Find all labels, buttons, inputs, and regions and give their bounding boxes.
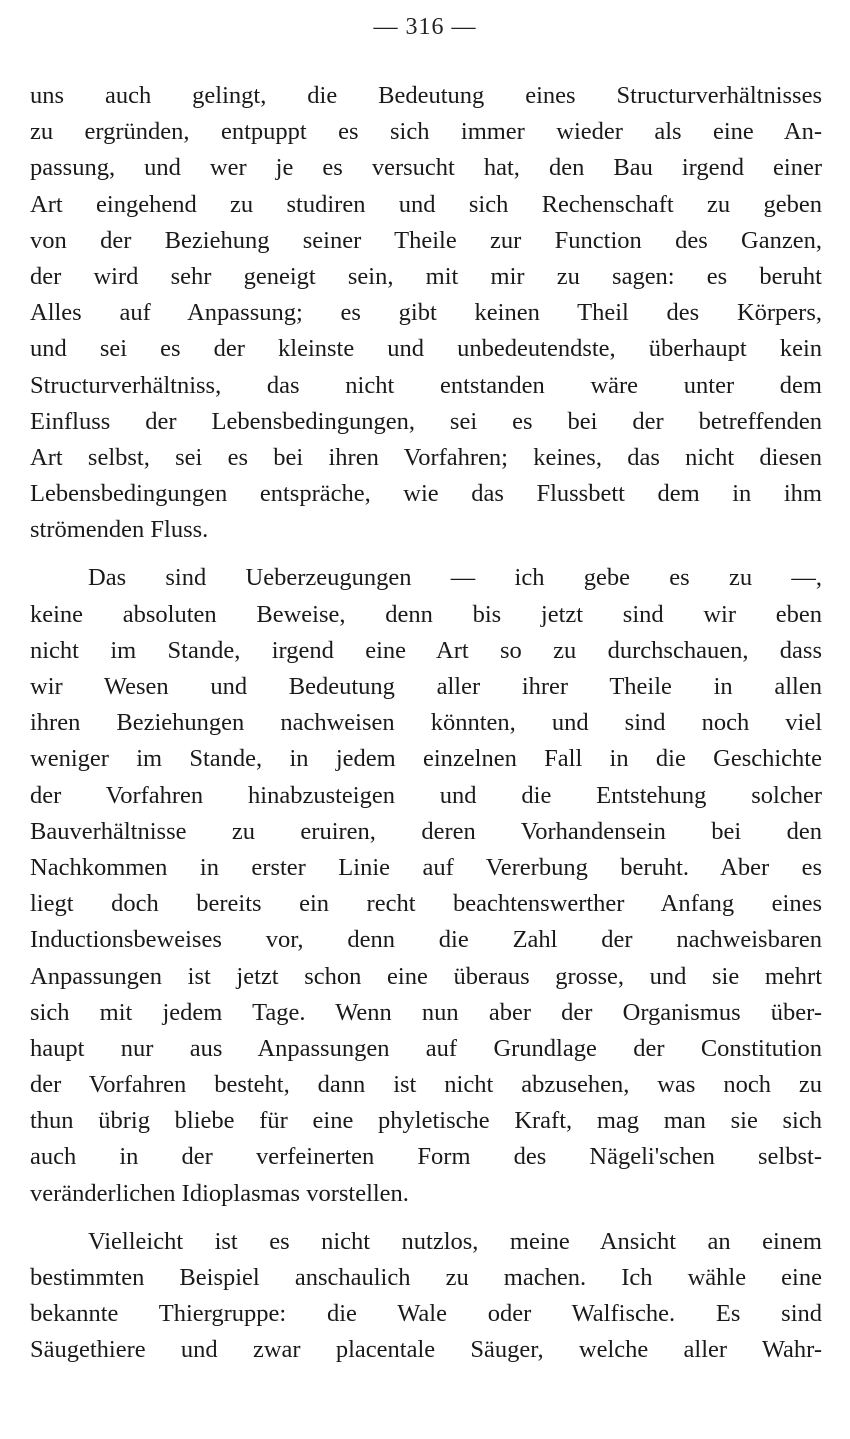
text-line: wir Wesen und Bedeutung aller ihrer Theile in allen — [30, 673, 822, 700]
text-line: Inductionsbeweises vor, denn die Zahl der nachweisbaren — [30, 926, 822, 954]
text-line: der wird sehr geneigt sein, mit mir zu sagen: es beruht — [30, 262, 822, 290]
paragraph-gap — [30, 1212, 822, 1224]
text-line: Lebensbedingungen entspräche, wie das Flussbett dem in ihm — [30, 480, 822, 508]
text-line: Vielleicht ist es nicht nutzlos, meine Ansicht an einem — [88, 1227, 822, 1255]
text-line: der Vorfahren hinabzusteigen und die Entstehung solcher — [30, 781, 822, 809]
text-line: Einfluss der Lebensbedingungen, sei es bei der betreffenden — [30, 407, 822, 435]
text-line: liegt doch bereits ein recht beachtenswerther Anfang eines — [30, 890, 822, 918]
paragraph-2 — [30, 560, 822, 1211]
text-line: zu ergründen, entpuppt es sich immer wieder als eine An- — [30, 118, 822, 146]
text-line: veränderlichen Idioplasmas vorstellen. — [30, 1179, 409, 1207]
text-line: auch in der verfeinerten Form des Nägeli'schen selbst- — [30, 1143, 822, 1171]
text-line: Alles auf Anpassung; es gibt keinen Theil des Körpers, — [30, 299, 822, 327]
text-line: bekannte Thiergruppe: die Wale oder Walfische. Es sind — [30, 1300, 822, 1328]
text-line: und sei es der kleinste und unbedeutendste, überhaupt kein — [30, 335, 822, 363]
text-line: Art eingehend zu studiren und sich Rechenschaft zu geben — [30, 190, 822, 218]
text-line: Nachkommen in erster Linie auf Vererbung beruht. Aber es — [30, 853, 822, 881]
text-line: Art selbst, sei es bei ihren Vorfahren; keines, das nicht diesen — [30, 443, 822, 471]
text-line: Das sind Ueberzeugungen — ich gebe es zu —, — [88, 564, 822, 592]
text-line: sich mit jedem Tage. Wenn nun aber der Organismus über- — [30, 998, 822, 1026]
body-text — [30, 78, 822, 1369]
text-line: der Vorfahren besteht, dann ist nicht abzusehen, was noch zu — [30, 1071, 822, 1099]
text-line: nicht im Stande, irgend eine Art so zu durchschauen, dass — [30, 636, 822, 664]
text-line: Structurverhältniss, das nicht entstanden wäre unter dem — [30, 371, 822, 399]
text-line: Bauverhältnisse zu eruiren, deren Vorhandensein bei den — [30, 817, 822, 845]
paragraph-3 — [30, 1224, 822, 1369]
text-line: von der Beziehung seiner Theile zur Function des Ganzen, — [30, 226, 822, 254]
text-line: strömenden Fluss. — [30, 516, 209, 544]
text-line: ihren Beziehungen nachweisen könnten, und sind noch viel — [30, 709, 822, 737]
text-line: bestimmten Beispiel anschaulich zu machen. Ich wähle eine — [30, 1264, 822, 1291]
text-line: weniger im Stande, in jedem einzelnen Fall in die Geschichte — [30, 745, 822, 773]
paragraph-gap — [30, 548, 822, 560]
text-line: Säugethiere und zwar placentale Säuger, welche aller Wahr- — [30, 1336, 822, 1364]
text-line: haupt nur aus Anpassungen auf Grundlage der Constitution — [30, 1034, 822, 1062]
paragraph-1 — [30, 78, 822, 548]
text-line: thun übrig bliebe für eine phyletische Kraft, mag man sie sich — [30, 1107, 822, 1135]
text-line: Anpassungen ist jetzt schon eine überaus grosse, und sie mehrt — [30, 962, 822, 990]
text-line: keine absoluten Beweise, denn bis jetzt sind wir eben — [30, 600, 822, 628]
text-line: passung, und wer je es versucht hat, den Bau irgend einer — [30, 154, 822, 182]
page-number: — 316 — — [373, 14, 477, 40]
text-line: uns auch gelingt, die Bedeutung eines Structurverhältnisses — [30, 82, 822, 109]
